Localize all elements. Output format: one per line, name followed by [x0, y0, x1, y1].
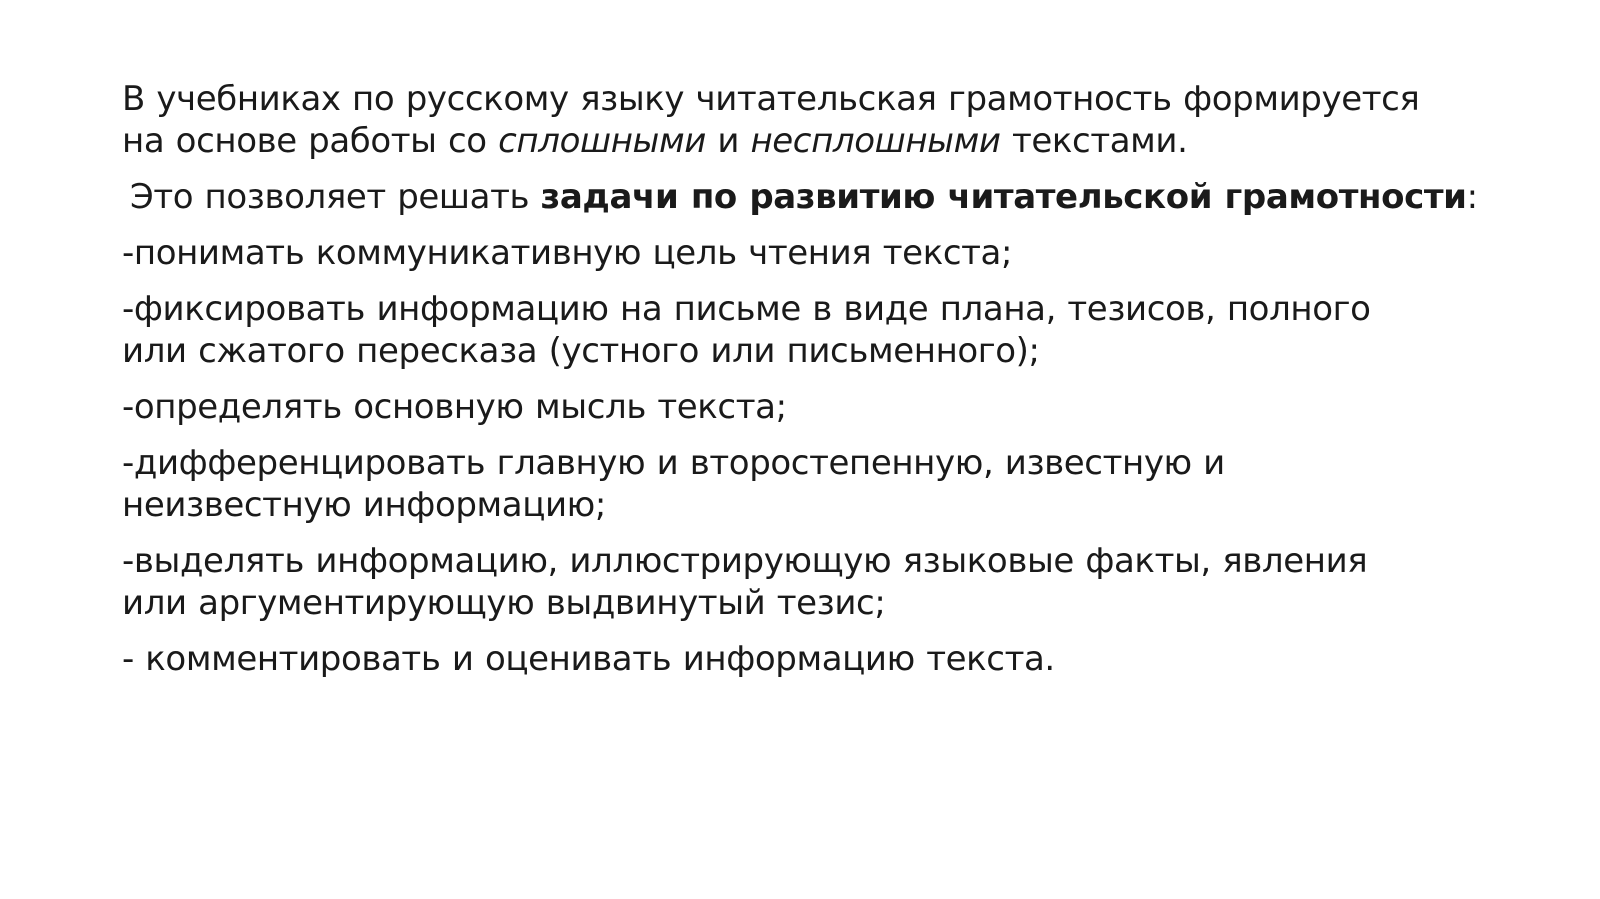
- task-item: [122, 386, 1522, 428]
- task-item-line: -определять основную мысль текста;: [122, 387, 787, 427]
- tasks-intro-bold: задачи по развитию читательской грамотности: [540, 177, 1467, 217]
- task-item-line: -фиксировать информацию на письме в виде плана, тезисов, полного: [122, 289, 1371, 329]
- task-item-line: -понимать коммуникативную цель чтения текста;: [122, 233, 1013, 273]
- task-item-line: -выделять информацию, иллюстрирующую языковые факты, явления: [122, 541, 1368, 581]
- task-item: [122, 638, 1522, 680]
- task-item-line: или сжатого пересказа (устного или письменного);: [122, 331, 1040, 371]
- task-item: [122, 288, 1522, 372]
- intro-paragraph: [122, 78, 1522, 162]
- intro-line-2: [122, 120, 1522, 162]
- task-item-line: - комментировать и оценивать информацию текста.: [122, 639, 1055, 679]
- intro-text-start: на основе работы со: [122, 121, 499, 161]
- task-item-line: -дифференцировать главную и второстепенную, известную и: [122, 443, 1225, 483]
- slide-body: [122, 78, 1522, 694]
- intro-text-mid: и: [705, 121, 751, 161]
- italic-term-continuous: сплошными: [498, 121, 706, 161]
- tasks-intro-paragraph: [122, 176, 1522, 218]
- tasks-intro-start: Это позволяет решать: [130, 177, 541, 217]
- italic-term-noncontinuous: несплошными: [750, 121, 1001, 161]
- tasks-intro-end: :: [1466, 177, 1478, 217]
- task-item-line: неизвестную информацию;: [122, 485, 606, 525]
- task-item: [122, 232, 1522, 274]
- intro-text-end: текстами.: [1000, 121, 1188, 161]
- task-item-line: или аргументирующую выдвинутый тезис;: [122, 583, 886, 623]
- task-item: [122, 442, 1522, 526]
- intro-line-1: В учебниках по русскому языку читательская грамотность формируется: [122, 79, 1420, 119]
- task-item: [122, 540, 1522, 624]
